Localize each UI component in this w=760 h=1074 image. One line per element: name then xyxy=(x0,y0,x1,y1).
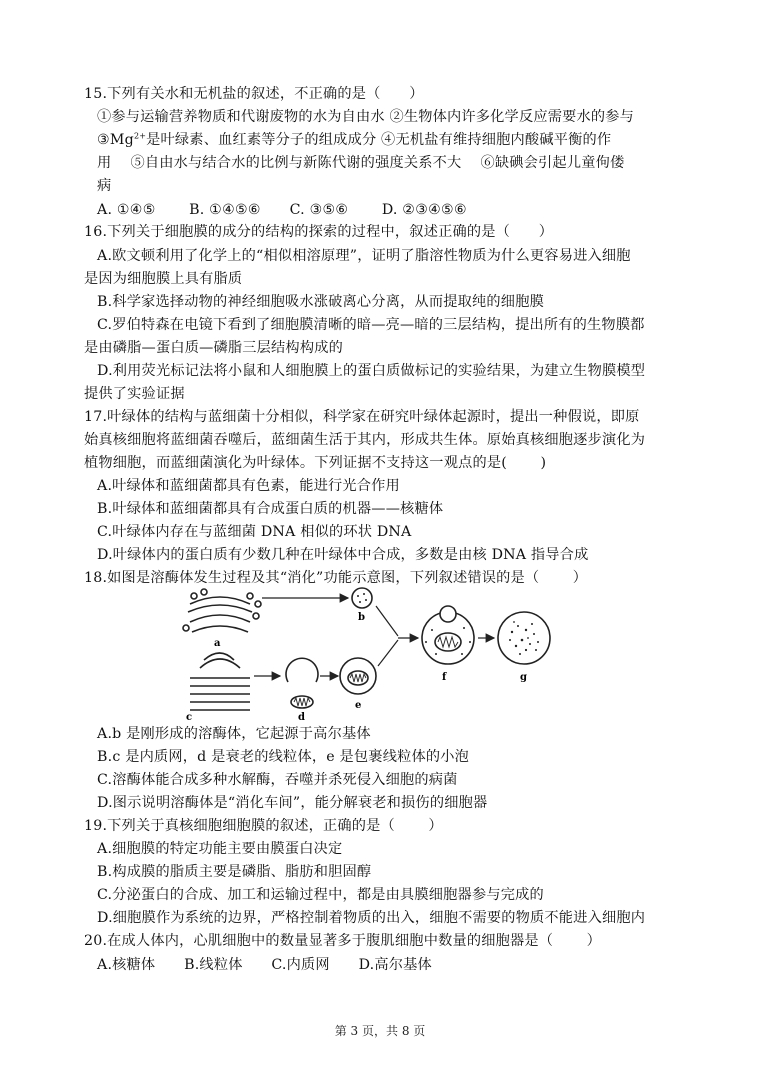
label-b: b xyxy=(358,612,365,623)
label-e: e xyxy=(355,700,362,711)
q16-option-c-1: C.罗伯特森在电镜下看到了细胞膜清晰的暗—亮—暗的三层结构，提出所有的生物膜都 xyxy=(97,317,645,333)
q16-option-b: B.科学家选择动物的神经细胞吸水涨破离心分离，从而提取纯的细胞膜 xyxy=(97,294,544,310)
q17-option-b: B.叶绿体和蓝细菌都具有合成蛋白质的机器——核糖体 xyxy=(97,501,444,517)
q16-option-a-2: 是因为细胞膜上具有脂质 xyxy=(84,271,243,287)
q19-option-b: B.构成膜的脂质主要是磷脂、脂肪和胆固醇 xyxy=(97,864,372,880)
q18-stem: 18.如图是溶酶体发生过程及其“消化”功能示意图，下列叙述错误的是（ ） xyxy=(84,570,588,586)
q19-option-d: D.细胞膜作为系统的边界，严格控制着物质的出入，细胞不需要的物质不能进入细胞内 xyxy=(97,910,646,926)
label-f: f xyxy=(442,672,447,683)
arrow-b-merge xyxy=(376,606,398,636)
lysosome-diagram xyxy=(180,584,560,724)
label-d: d xyxy=(298,712,305,723)
q15-line-2: $③Mg^{2+}$是叶绿素、血红素等分子的组成成分 ④无机盐有维持细胞内酸碱平衡的作 xyxy=(97,131,612,148)
golgi-apparatus xyxy=(183,589,261,632)
q16-stem: 16.下列关于细胞膜的成分的结构的探索的过程中，叙述正确的是（ ） xyxy=(84,224,554,240)
autophagosome-e xyxy=(340,658,376,694)
q19-option-a: A.细胞膜的特定功能主要由膜蛋白决定 xyxy=(97,841,343,857)
q20-stem: 20.在成人体内，心肌细胞中的数量显著多于腹肌细胞中数量的细胞器是（ ） xyxy=(84,933,602,949)
q15-options: A. ①④⑤ B. ①④⑤⑥ C. ③⑤⑥ D. ②③④⑤⑥ xyxy=(97,202,467,218)
q15-line-4: 病 xyxy=(97,178,112,194)
label-a: a xyxy=(214,638,221,649)
lysosome-b xyxy=(352,588,372,608)
q18-option-a: A.b 是刚形成的溶酶体，它起源于高尔基体 xyxy=(97,726,371,742)
q19-stem: 19.下列关于真核细胞细胞膜的叙述，正确的是（ ） xyxy=(84,818,443,834)
q17-stem-2: 始真核细胞将蓝细菌吞噬后，蓝细菌生活于其内，形成共生体。原始真核细胞逐步演化为 xyxy=(84,432,646,448)
forming-vesicle-d xyxy=(286,658,318,708)
q16-option-a-1: A.欧文顿利用了化学上的“相似相溶原理”，证明了脂溶性物质为什么更容易进入细胞 xyxy=(97,248,631,264)
q18-option-c: C.溶酶体能合成多种水解酶，吞噬并杀死侵入细胞的病菌 xyxy=(97,772,458,788)
fused-lysosome-f xyxy=(422,606,474,664)
arrow-e-merge xyxy=(378,640,398,666)
digested-lysosome-g xyxy=(498,612,550,664)
label-c: c xyxy=(186,712,193,723)
q16-option-d-1: D.利用荧光标记法将小鼠和人细胞膜上的蛋白质做标记的实验结果，为建立生物膜模型 xyxy=(97,363,646,379)
q19-option-c: C.分泌蛋白的合成、加工和运输过程中，都是由具膜细胞器参与完成的 xyxy=(97,887,544,903)
q17-option-a: A.叶绿体和蓝细菌都具有色素，能进行光合作用 xyxy=(97,478,400,494)
q17-option-d: D.叶绿体内的蛋白质有少数几种在叶绿体中合成，多数是由核 DNA 指导合成 xyxy=(97,547,589,563)
q18-option-b: B.c 是内质网，d 是衰老的线粒体，e 是包裹线粒体的小泡 xyxy=(97,749,470,765)
endoplasmic-reticulum xyxy=(190,653,250,710)
q20-options: A.核糖体 B.线粒体 C.内质网 D.高尔基体 xyxy=(97,957,432,973)
q17-stem-3: 植物细胞，而蓝细菌演化为叶绿体。下列证据不支持这一观点的是( ) xyxy=(84,455,547,471)
q15-stem: 15.下列有关水和无机盐的叙述，不正确的是（ ） xyxy=(84,86,424,102)
q18-option-d: D.图示说明溶酶体是“消化车间”，能分解衰老和损伤的细胞器 xyxy=(97,795,488,811)
q16-option-c-2: 是由磷脂—蛋白质—磷脂三层结构构成的 xyxy=(84,340,343,356)
q15-line-3: 用 ⑤自由水与结合水的比例与新陈代谢的强度关系不大 ⑥缺碘会引起儿童佝偻 xyxy=(97,155,625,171)
q15-line-1: ①参与运输营养物质和代谢废物的水为自由水 ②生物体内许多化学反应需要水的参与 xyxy=(97,109,635,125)
label-g: g xyxy=(520,672,527,683)
q16-option-d-2: 提供了实验证据 xyxy=(84,386,185,402)
q17-option-c: C.叶绿体内存在与蓝细菌 DNA 相似的环状 DNA xyxy=(97,524,412,540)
page-footer: 第 3 页，共 8 页 xyxy=(334,1024,426,1038)
q17-stem-1: 17.叶绿体的结构与蓝细菌十分相似，科学家在研究叶绿体起源时，提出一种假说，即原 xyxy=(84,409,640,425)
